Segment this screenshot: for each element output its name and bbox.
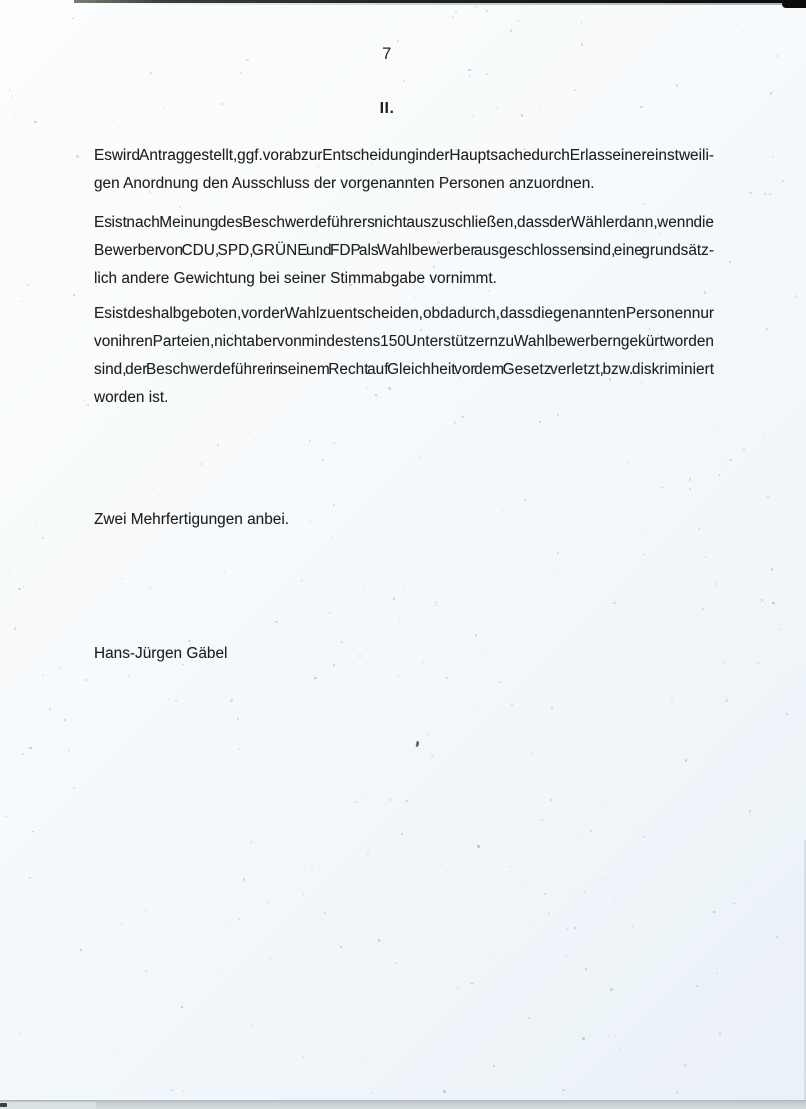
text-line: lich andere Gewichtung bei seiner Stimmabgabe vornimmt. bbox=[94, 270, 497, 287]
closing-line: Zwei Mehrfertigungen anbei. bbox=[94, 511, 290, 528]
scan-bottom-left-artifact bbox=[0, 1102, 96, 1109]
text-line: Es ist deshalb geboten, vor der Wahl zu entscheiden, ob dadurch, dass die genannten Personen nur bbox=[94, 305, 714, 322]
text-line: worden ist. bbox=[94, 389, 169, 406]
scan-bottom-left-dot-artifact bbox=[0, 1103, 7, 1107]
section-heading: II. bbox=[379, 100, 395, 117]
paragraph-motion-request bbox=[94, 142, 714, 198]
text-line: Es ist nach Meinung des Beschwerdeführers nicht auszuschließen, dass der Wähler dann, wenn die bbox=[94, 214, 714, 231]
scan-bottom-edge-artifact bbox=[0, 1100, 806, 1109]
text-line: sind, der Beschwerdeführer in seinem Recht auf Gleichheit vor dem Gesetz verletzt, bzw. diskriminiert bbox=[94, 361, 714, 378]
scan-top-edge-shadow bbox=[90, 3, 806, 5]
scan-top-right-corner-artifact bbox=[782, 0, 806, 8]
text-line: von ihren Parteien, nicht aber von mindestens 150 Unterstützern zu Wahlbewerbern gekürt worden bbox=[94, 333, 714, 350]
signature-name: Hans-Jürgen Gäbel bbox=[94, 645, 228, 662]
text-line: gen Anordnung den Ausschluss der vorgenannten Personen anzuordnen. bbox=[94, 175, 595, 192]
paragraph-voter-weighting bbox=[94, 209, 714, 293]
paragraph-equality-claim bbox=[94, 300, 714, 412]
text-line: Es wird Antrag gestellt, ggf. vorab zur Entscheidung in der Hauptsache durch Erlass einer einstweili- bbox=[94, 147, 714, 164]
text-line: Bewerber von CDU, SPD, GRÜNE und FDP als Wahlbewerber ausgeschlossen sind, eine grundsätz- bbox=[94, 242, 714, 259]
ink-speck-artifact bbox=[415, 741, 419, 748]
page-number: 7 bbox=[382, 45, 392, 63]
